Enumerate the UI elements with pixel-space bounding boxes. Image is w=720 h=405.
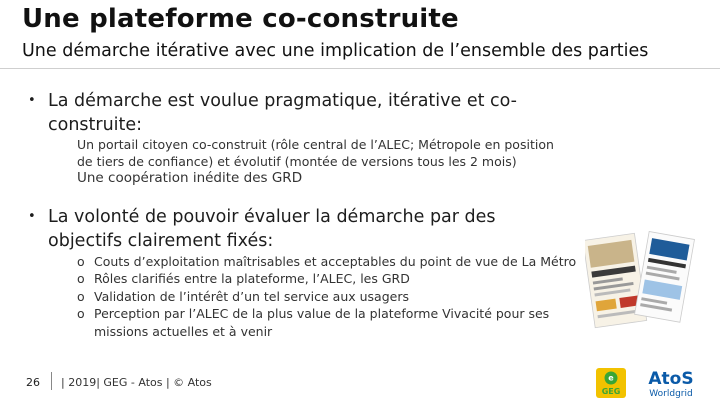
list-item-text: Validation de l’intérêt d’un tel service aux usagers	[94, 288, 409, 304]
geg-logo	[596, 368, 626, 398]
list-item	[77, 270, 577, 287]
list-item-text: Rôles clarifiés entre la plateforme, l’ALEC, les GRD	[94, 271, 410, 287]
bullet-pragmatic	[28, 89, 558, 137]
list-marker: o	[77, 288, 85, 304]
footer-divider	[51, 372, 52, 390]
title-divider	[0, 68, 720, 69]
slide-subtitle: Une démarche itérative avec une implication de l’ensemble des parties	[22, 41, 649, 61]
bullet-objectives	[28, 205, 548, 253]
geg-logo-text: GEG	[601, 387, 621, 396]
detail-line: Une coopération inédite des GRD	[77, 170, 303, 186]
list-item-text: Couts d’exploitation maîtrisables et acceptables du point de vue de La Métro	[94, 254, 577, 269]
atos-logo-text: AtoS	[648, 369, 694, 389]
list-marker: o	[77, 306, 85, 322]
bullet-text: La démarche est voulue pragmatique, itérative et co-construite:	[48, 91, 517, 135]
svg-text:e: e	[608, 373, 614, 383]
list-item-text: Perception par l’ALEC de la plus value de la plateforme Vivacité pour ses missions actuelles et à venir	[94, 306, 550, 339]
list-item	[77, 288, 577, 305]
atos-logo-subtext: Worldgrid	[649, 389, 693, 399]
list-marker: o	[77, 254, 85, 269]
list-item	[77, 305, 577, 340]
bullet-dot: •	[28, 209, 36, 224]
slide-title: Une plateforme co-construite	[22, 4, 459, 34]
atos-logo	[643, 365, 699, 401]
list-marker: o	[77, 271, 85, 287]
footer-text: | 2019| GEG - Atos | © Atos	[61, 376, 212, 389]
detail-line: de tiers de confiance) et évolutif (montée de versions tous les 2 mois)	[77, 154, 517, 169]
objectives-list	[77, 253, 577, 340]
brochure-thumbnail	[585, 225, 695, 335]
bullet-dot: •	[28, 93, 36, 108]
bullet-pragmatic-details	[77, 136, 577, 187]
page-number: 26	[26, 376, 40, 389]
detail-line: Un portail citoyen co-construit (rôle central de l’ALEC; Métropole en position	[77, 137, 554, 152]
list-item	[77, 253, 577, 270]
bullet-text: La volonté de pouvoir évaluer la démarche par des objectifs clairement fixés:	[48, 207, 496, 251]
